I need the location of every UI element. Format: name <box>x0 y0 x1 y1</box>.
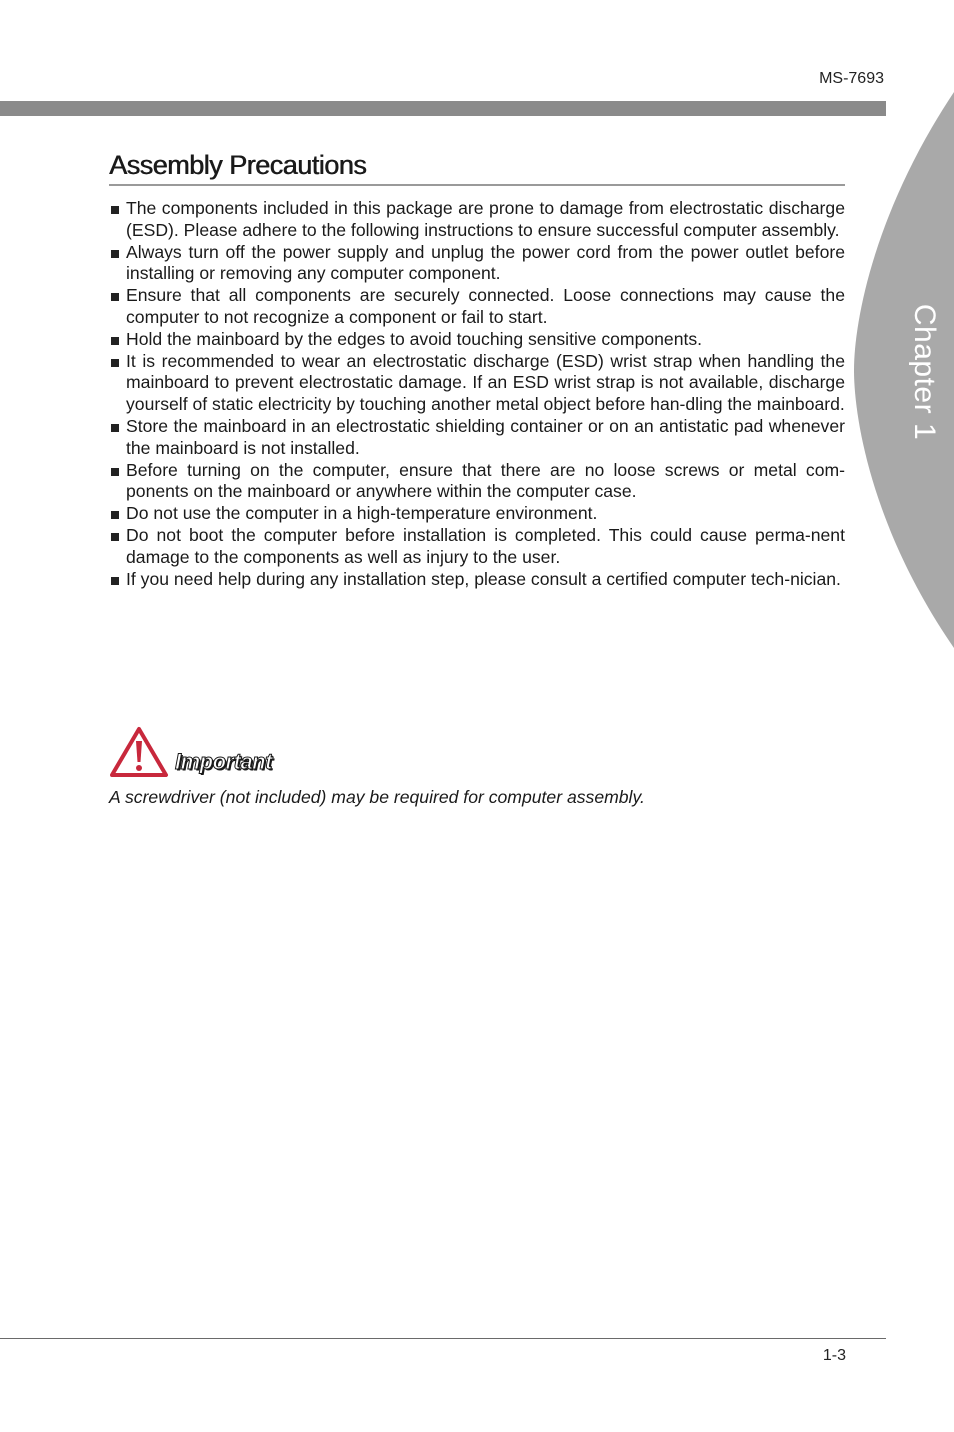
list-item-text: Ensure that all components are securely connected. Loose connections may cause the computer to not recognize a component or fail to start. <box>126 285 845 327</box>
footer-divider <box>0 1338 886 1339</box>
list-item <box>109 351 845 416</box>
list-item <box>109 416 845 460</box>
precautions-list <box>109 198 845 590</box>
list-item <box>109 285 845 329</box>
important-note: A screwdriver (not included) may be required for computer assembly. <box>109 787 645 807</box>
square-bullet-icon <box>111 468 119 476</box>
warning-triangle-icon <box>109 726 169 778</box>
square-bullet-icon <box>111 359 119 367</box>
square-bullet-icon <box>111 511 119 519</box>
list-item-text: Do not use the computer in a high-temperature environment. <box>126 503 598 524</box>
page-number: 1-3 <box>822 1347 846 1364</box>
list-item-text: Hold the mainboard by the edges to avoid touching sensitive components. <box>126 328 703 349</box>
title-divider <box>109 184 845 186</box>
list-item <box>109 198 845 242</box>
list-item-text: Store the mainboard in an electrostatic shielding container or on an antistatic pad whenever the mainboard is not installed. <box>126 415 845 458</box>
list-item <box>109 460 845 504</box>
model-number: MS-7693 <box>819 70 884 87</box>
list-item <box>109 503 845 525</box>
important-label: Important <box>175 749 272 774</box>
chapter-label: Chapter 1 <box>908 303 941 441</box>
warning-triangle-shape <box>109 726 169 778</box>
list-item-text: If you need help during any installation step, please consult a certified computer tech-nician. <box>126 568 841 589</box>
square-bullet-icon <box>111 250 119 258</box>
header-bar <box>0 101 886 116</box>
list-item-text: Do not boot the computer before installation is completed. This could cause perma-nent damage to the components as well as injury to the user. <box>126 524 845 567</box>
list-item <box>109 569 845 591</box>
list-item-text: It is recommended to wear an electrostatic discharge (ESD) wrist strap when handling the mainboard to prevent electrostatic damage. If an ESD wrist strap is not available, discharge yourself of static electricity by touching another metal object before han-dling the mainboard. <box>126 350 845 415</box>
page-title: Assembly Precautions <box>109 150 367 180</box>
list-item <box>109 242 845 286</box>
square-bullet-icon <box>111 424 119 432</box>
list-item-text: Always turn off the power supply and unplug the power cord from the power outlet before installing or removing any computer component. <box>126 241 845 284</box>
square-bullet-icon <box>111 533 119 541</box>
list-item-text: The components included in this package are prone to damage from electrostatic discharge (ESD). Please adhere to the following instructions to ensure successful computer assembly. <box>126 198 845 240</box>
square-bullet-icon <box>111 206 119 214</box>
list-item <box>109 525 845 569</box>
square-bullet-icon <box>111 293 119 301</box>
list-item <box>109 329 845 351</box>
square-bullet-icon <box>111 337 119 345</box>
list-item-text: Before turning on the computer, ensure that there are no loose screws or metal com-ponents on the mainboard or anywhere within the computer case. <box>126 459 845 502</box>
square-bullet-icon <box>111 577 119 585</box>
